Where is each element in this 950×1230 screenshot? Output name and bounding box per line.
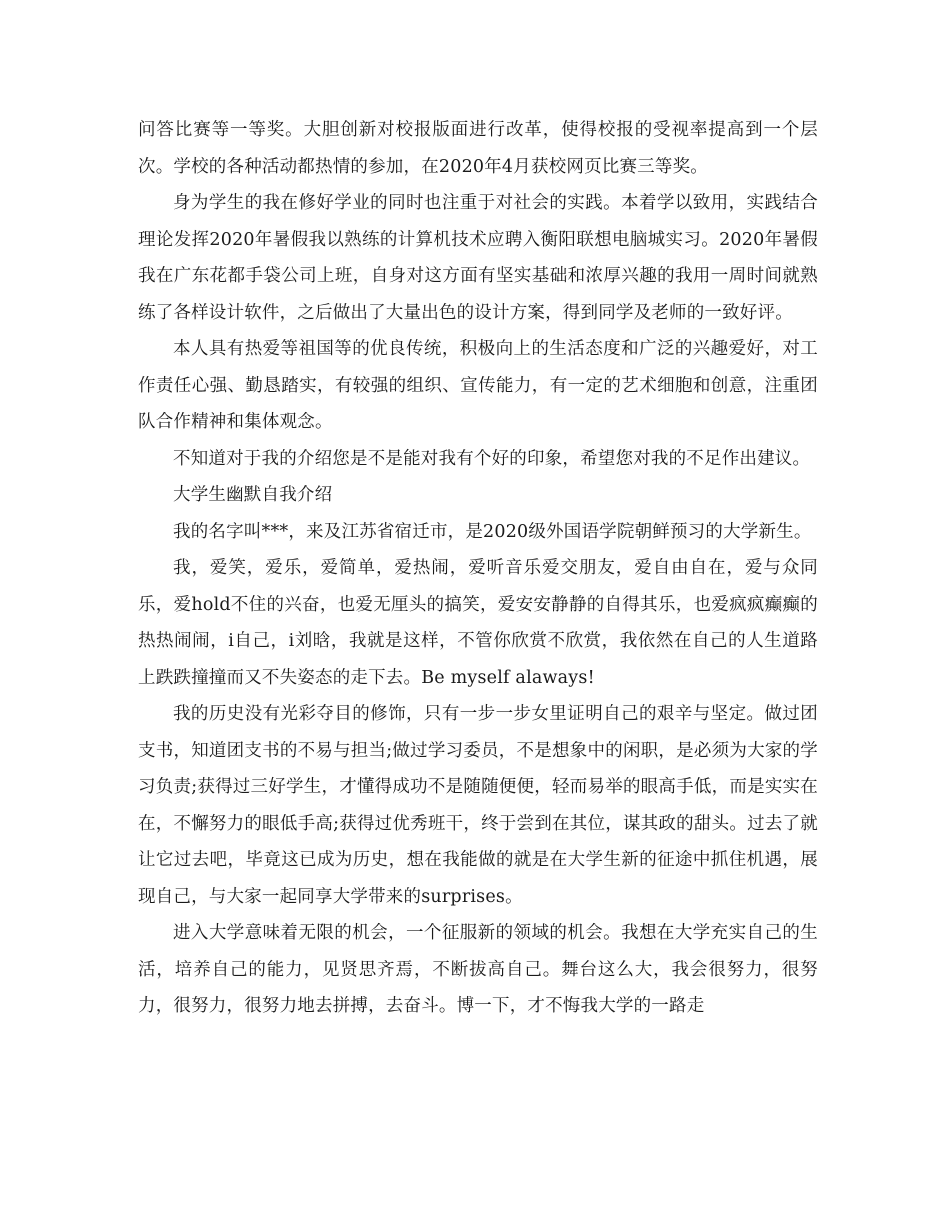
paragraph-history: 我的历史没有光彩夺目的修饰，只有一步一步女里证明自己的艰辛与坚定。做过团支书，知道团支书的不易与担当;做过学习委员，不是想象中的闲职，是必须为大家的学习负责;获得过三好学生，才懂得成功不是随随便便，轻而易举的眼高手低，而是实实在在，不懈努力的眼低手高;获得过优秀班干，终于尝到在其位，谋其政的甜头。过去了就让它过去吧，毕竟这已成为历史，想在我能做的就是在大学生新的征途中抓住机遇，展现自己，与大家一起同享大学带来的surprises。 (138, 704, 818, 907)
paragraph-university-goals: 进入大学意味着无限的机会，一个征服新的领域的机会。我想在大学充实自己的生活，培养自己的能力，见贤思齐焉，不断拔高自己。舞台这么大，我会很努力，很努力，很努力，很努力地去拼搏，去奋斗。博一下，才不悔我大学的一路走 (138, 923, 818, 1016)
paragraph-personal-qualities: 本人具有热爱等祖国等的优良传统，积极向上的生活态度和广泛的兴趣爱好，对工作责任心强、勤恳踏实，有较强的组织、宣传能力，有一定的艺术细胞和创意，注重团队合作精神和集体观念。 (138, 339, 818, 432)
paragraph-closing-request: 不知道对于我的介绍您是不是能对我有个好的印象，希望您对我的不足作出建议。 (173, 448, 811, 469)
paragraph-continuation: 问答比赛等一等奖。大胆创新对校报版面进行改革，使得校报的受视率提高到一个层次。学校的各种活动都热情的参加，在2020年4月获校网页比赛三等奖。 (138, 120, 818, 177)
paragraph-personality: 我，爱笑，爱乐，爱简单，爱热闹，爱听音乐爱交朋友，爱自由自在，爱与众同乐，爱hold不住的兴奋，也爱无厘头的搞笑，爱安安静静的自得其乐，也爱疯疯癫癫的热热闹闹，i自己，i刘晗，我就是这样，不管你欣赏不欣赏，我依然在自己的人生道路上跌跌撞撞而又不失姿态的走下去。Be myself alaways! (138, 558, 818, 688)
paragraph-social-practice: 身为学生的我在修好学业的同时也注重于对社会的实践。本着学以致用，实践结合理论发挥2020年暑假我以熟练的计算机技术应聘入衡阳联想电脑城实习。2020年暑假我在广东花都手袋公司上班，自身对这方面有坚实基础和浓厚兴趣的我用一周时间就熟练了各样设计软件，之后做出了大量出色的设计方案，得到同学及老师的一致好评。 (138, 193, 818, 323)
document-body (138, 112, 818, 1025)
paragraph-introduction: 我的名字叫***，来及江苏省宿迁市，是2020级外国语学院朝鲜预习的大学新生。 (173, 521, 812, 542)
section-heading: 大学生幽默自我介绍 (173, 485, 333, 505)
